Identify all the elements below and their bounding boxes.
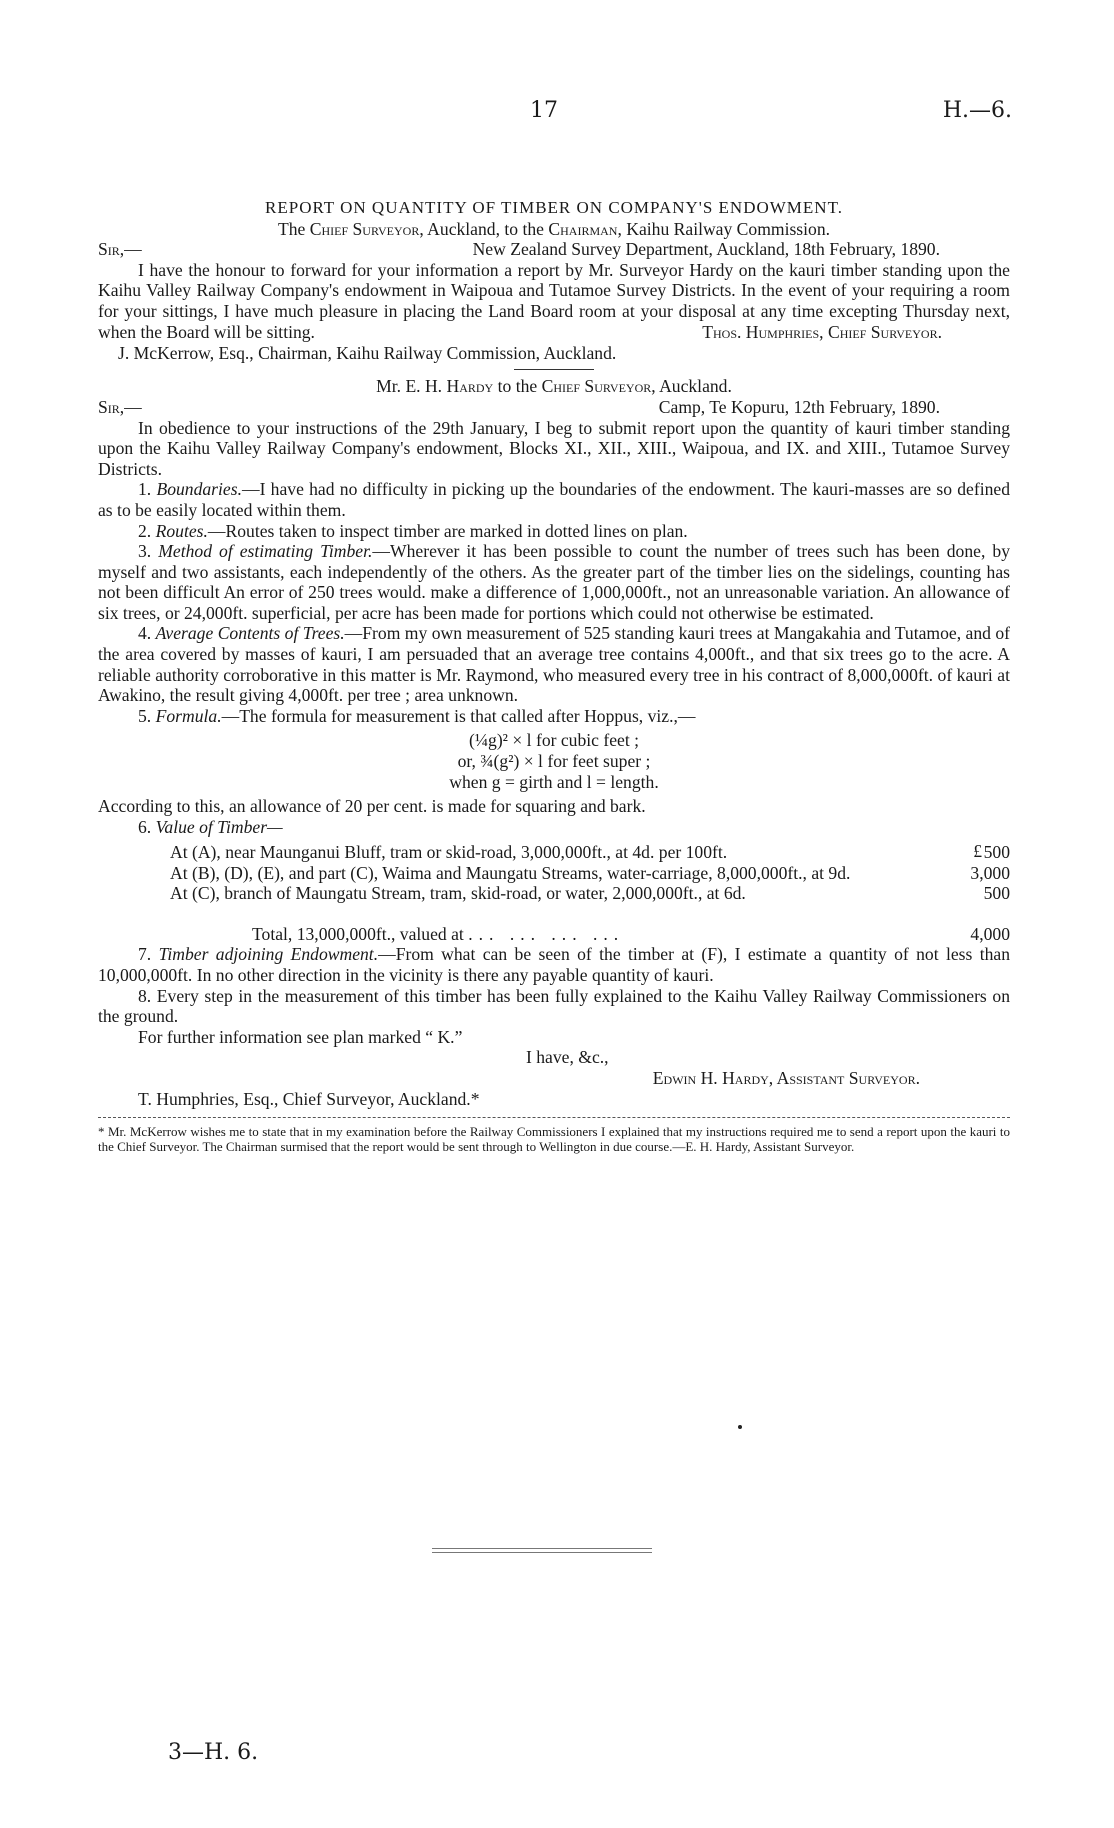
paragraph-boundaries: 1. Boundaries.—I have had no difficulty in picking up the boundaries of the endowment. The kauri-masses are so defined as to be easily located within them. bbox=[98, 479, 1010, 520]
report2-signature: Edwin H. Hardy, Assistant Surveyor. bbox=[652, 1067, 920, 1088]
dateline: Camp, Te Kopuru, 12th February, 1890. bbox=[658, 396, 940, 417]
report1-salutation-line bbox=[98, 239, 1010, 260]
report2-salutation-line bbox=[98, 397, 1010, 418]
report-title: REPORT ON QUANTITY OF TIMBER ON COMPANY'S ENDOWMENT. bbox=[265, 198, 843, 217]
further-information: For further information see plan marked “ K.” bbox=[138, 1026, 463, 1047]
report2-addressee: T. Humphries, Esq., Chief Surveyor, Auckland.* bbox=[138, 1088, 480, 1109]
dateline: New Zealand Survey Department, Auckland, 18th February, 1890. bbox=[472, 239, 940, 260]
closing: I have, &c., bbox=[526, 1047, 609, 1068]
document-body bbox=[98, 198, 1010, 1154]
paragraph-method: 3. Method of estimating Timber.—Wherever it has been possible to count the number of trees such has been done, by myself and two assistants, each independently of the others. As the greater part of the timber lies on the sidelings, counting has not been difficult An error of 250 trees would. make a difference of 1,000,000ft., not an unreasonable variation. An allowance of six trees, or 24,000ft. superficial, per acre has been made for portions which could not otherwise be estimated. bbox=[98, 541, 1010, 623]
footnote-rule bbox=[98, 1117, 1010, 1118]
report1-signature: Thos. Humphries, Chief Surveyor. bbox=[702, 322, 942, 343]
stray-mark bbox=[738, 1425, 742, 1429]
paragraph-adjoining: 7. Timber adjoining Endowment.—From what can be seen of the timber at (F), I estimate a quantity of not less than 10,000,000ft. In no other direction in the vicinity is there any payable quantity of kauri. bbox=[98, 944, 1010, 985]
report2-intro: In obedience to your instructions of the 29th January, I beg to submit report upon the quantity of kauri timber standing upon the Kaihu Valley Railway Company's endowment, Blocks XI., XII., XIII., Waipoua, and IX. and XIII., Tutamoe Survey Districts. bbox=[98, 417, 1010, 479]
currency-symbol: £ bbox=[973, 841, 982, 862]
page-reference: H.—6. bbox=[942, 98, 1012, 123]
report1-heading: The Chief Surveyor, Auckland, to the Chairman, Kaihu Railway Commission. bbox=[277, 218, 831, 239]
salutation: Sir,— bbox=[98, 239, 142, 260]
report1-addressee: J. McKerrow, Esq., Chairman, Kaihu Railway Commission, Auckland. bbox=[118, 342, 617, 363]
paragraph-value-heading: 6. Value of Timber— bbox=[138, 816, 283, 837]
value-row: At (A), near Maunganui Bluff, tram or skid-road, 3,000,000ft., at 4d. per 100ft. 500 bbox=[170, 842, 1010, 862]
value-row: At (B), (D), (E), and part (C), Waima and Maungatu Streams, water-carriage, 8,000,000ft., at 9d. 3,000 bbox=[170, 862, 1010, 883]
end-rule bbox=[432, 1548, 652, 1553]
section-divider bbox=[514, 369, 594, 370]
formula-note: According to this, an allowance of 20 per cent. is made for squaring and bark. bbox=[98, 796, 646, 817]
value-total-row: Total, 13,000,000ft., valued at ... ... ... ... 4,000 bbox=[252, 923, 1010, 944]
paragraph-average-contents: 4. Average Contents of Trees.—From my own measurement of 525 standing kauri trees at Mangakahia and Tutamoe, and of the area covered by masses of kauri, I am persuaded that an average tree contains 4,000ft., and that six trees go to the acre. A reliable authority corroborative in this matter is Mr. Raymond, who measured every tree in his contract of 8,000,000ft. of kauri at Awakino, the result giving 4,000ft. per tree ; area unknown. bbox=[98, 623, 1010, 706]
footnote: * Mr. McKerrow wishes me to state that in my examination before the Railway Commissioners I explained that my instructions required me to send a report upon the kauri to the Chief Surveyor. The Chairman surmised that the report would be sent through to Wellington in due course.—E. H. Hardy, Assistant Surveyor. bbox=[98, 1124, 1010, 1155]
hoppus-formula: (¼g)² × l for cubic feet ; or, ¾(g²) × l for feet super ; when g = girth and l = length. bbox=[449, 730, 659, 792]
printer-signature: 3—H. 6. bbox=[168, 1740, 259, 1765]
paragraph-measurement: 8. Every step in the measurement of this timber has been fully explained to the Kaihu Valley Railway Commissioners on the ground. bbox=[98, 985, 1010, 1027]
report1-paragraph: I have the honour to forward for your information a report by Mr. Surveyor Hardy on the kauri timber standing upon the Kaihu Valley Railway Company's endowment in Waipoua and Tutamoe Survey Districts. In the event of your requiring a room for your sittings, I have much pleasure in placing the Land Board room at your disposal at any time excepting Thursday next, when the Board will be sitting. bbox=[98, 259, 1010, 342]
salutation: Sir,— bbox=[98, 396, 142, 417]
value-row: At (C), branch of Maungatu Stream, tram, skid-road, or water, 2,000,000ft., at 6d. 500 bbox=[170, 883, 1010, 904]
report2-heading: Mr. E. H. Hardy to the Chief Surveyor, Auckland. bbox=[376, 376, 732, 397]
paragraph-routes: 2. Routes.—Routes taken to inspect timber are marked in dotted lines on plan. bbox=[138, 520, 688, 541]
page-number: 17 bbox=[530, 98, 558, 123]
paragraph-formula: 5. Formula.—The formula for measurement is that called after Hoppus, viz.,— bbox=[138, 705, 696, 726]
